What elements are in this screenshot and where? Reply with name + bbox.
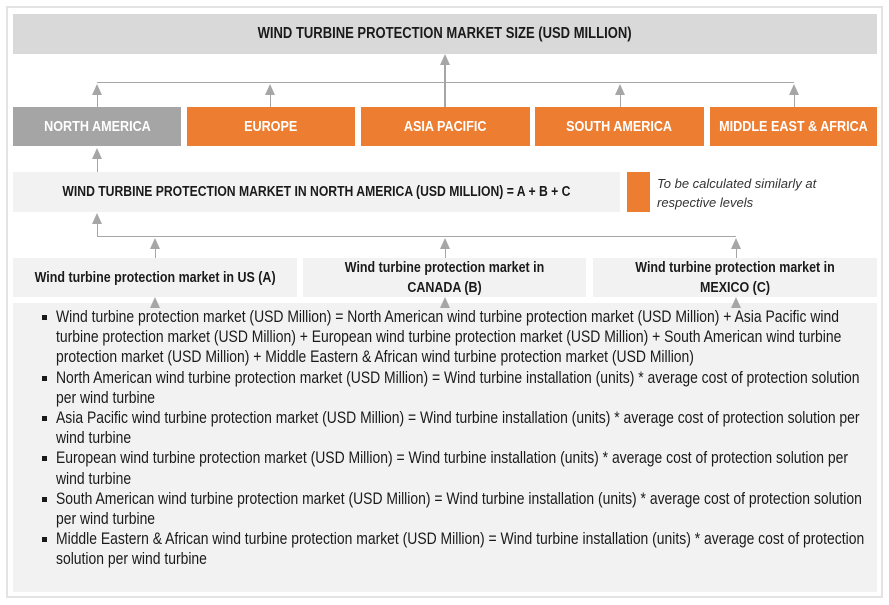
arrow-up-icon [92, 84, 102, 95]
connector-line [794, 94, 795, 107]
formula-item: Asia Pacific wind turbine protection market (USD Million) = Wind turbine installation (units) * average cost of protection solution per wind turbine [43, 408, 867, 448]
connector-line [97, 82, 794, 83]
arrow-up-icon [440, 54, 450, 65]
country-canada: Wind turbine protection market in CANADA (B) [303, 258, 586, 297]
country-mexico: Wind turbine protection market in MEXICO (C) [593, 258, 877, 297]
north-america-formula: WIND TURBINE PROTECTION MARKET IN NORTH AMERICA (USD MILLION) = A + B + C [62, 184, 571, 200]
formula-list [13, 303, 877, 592]
arrow-up-icon [92, 213, 102, 224]
market-size-title-box [13, 14, 877, 54]
formula-item: Wind turbine protection market (USD Million) = North American wind turbine protection market (USD Million) + Asia Pacific wind turbine protection market (USD Million) + European wind turbine protection market (USD Million) + South American wind turbine protection market (USD Million) + Middle Eastern & African wind turbine protection market (USD Million) [43, 307, 867, 368]
connector-line [97, 223, 98, 236]
formula-item: Middle Eastern & African wind turbine protection market (USD Million) = Wind turbine installation (units) * average cost of protection solution per wind turbine [43, 529, 867, 569]
connector-line [620, 94, 621, 107]
arrow-up-icon [440, 238, 450, 249]
connector-line [97, 158, 98, 172]
connector-line [445, 248, 446, 258]
region-asia-pacific: ASIA PACIFIC [361, 107, 530, 146]
region-middle-east-africa: MIDDLE EAST & AFRICA [710, 107, 877, 146]
arrow-up-icon [731, 238, 741, 249]
arrow-up-icon [615, 84, 625, 95]
connector-line [97, 94, 98, 107]
arrow-up-icon [150, 238, 160, 249]
market-size-title: WIND TURBINE PROTECTION MARKET SIZE (USD MILLION) [258, 25, 632, 42]
legend-text: To be calculated similarly at respective levels [657, 176, 817, 210]
arrow-up-icon [440, 297, 450, 308]
formula-item: European wind turbine protection market (USD Million) = Wind turbine installation (units) * average cost of protection solution per wind turbine [43, 448, 867, 488]
formula-item: North American wind turbine protection market (USD Million) = Wind turbine installation (units) * average cost of protection solution per wind turbine [43, 368, 867, 408]
arrow-up-icon [92, 148, 102, 159]
country-us: Wind turbine protection market in US (A) [13, 258, 297, 297]
arrow-up-icon [265, 84, 275, 95]
region-south-america: SOUTH AMERICA [535, 107, 704, 146]
formula-item: South American wind turbine protection market (USD Million) = Wind turbine installation (units) * average cost of protection solution per wind turbine [43, 489, 867, 529]
arrow-up-icon [789, 84, 799, 95]
region-north-america: NORTH AMERICA [13, 107, 181, 146]
legend-swatch [627, 172, 650, 212]
connector-line [444, 64, 446, 107]
region-europe: EUROPE [187, 107, 355, 146]
connector-line [155, 248, 156, 258]
connector-line [97, 236, 736, 237]
connector-line [736, 248, 737, 258]
arrow-up-icon [731, 297, 741, 308]
connector-line [270, 94, 271, 107]
arrow-up-icon [150, 297, 160, 308]
north-america-formula-box [13, 172, 620, 212]
